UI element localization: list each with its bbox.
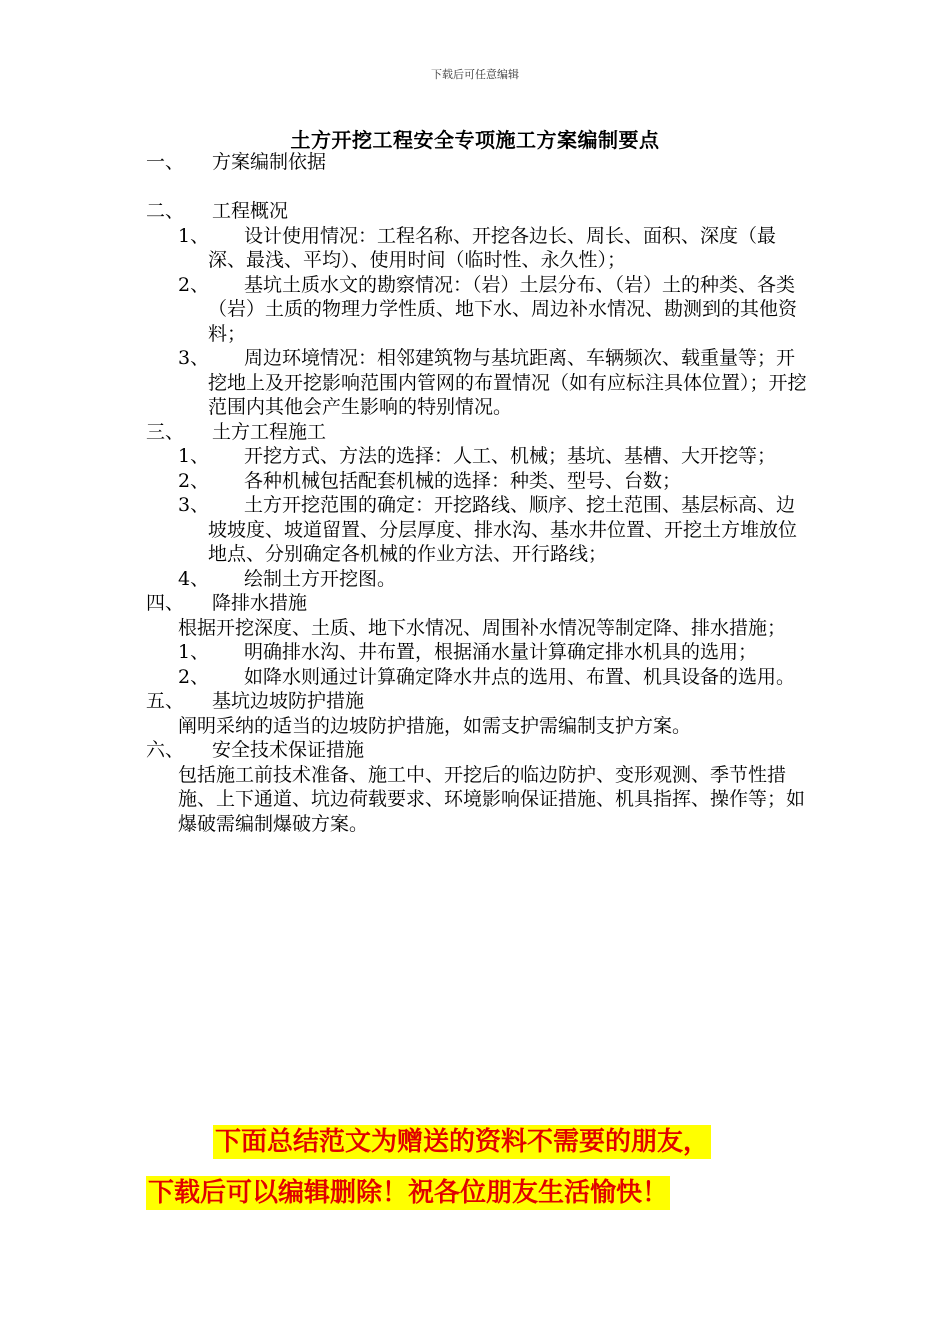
item-text: 土方开挖范围的确定：开挖路线、顺序、挖土范围、基层标高、边坡坡度、坡道留置、分层厚度、排水沟、基水井位置、开挖土方堆放位地点、分别确定各机械的作业方法、开行路线； xyxy=(208,494,798,565)
document-title: 土方开挖工程安全专项施工方案编制要点 xyxy=(290,128,660,152)
item-number: 1、 xyxy=(178,224,210,247)
item-text: 开挖方式、方法的选择：人工、机械；基坑、基槽、大开挖等； xyxy=(244,445,777,467)
item-number: 1、 xyxy=(178,641,210,663)
section-paragraph: 阐明采纳的适当的边坡防护措施，如需支护需编制支护方案。 xyxy=(178,714,692,737)
closing-note-line-1 xyxy=(0,1121,950,1158)
item-number: 3、 xyxy=(178,347,210,369)
item-number: 2、 xyxy=(178,469,210,492)
item-text: 明确排水沟、井布置，根据涌水量计算确定排水机具的选用； xyxy=(244,641,758,663)
page-header: 下载后可任意编辑 xyxy=(431,68,519,81)
section-title: 方案编制依据 xyxy=(212,151,327,173)
section-title: 降排水措施 xyxy=(212,592,308,614)
section-paragraph: 包括施工前技术准备、施工中、开挖后的临边防护、变形观测、季节性措施、上下通道、坑边荷载要求、环境影响保证措施、机具指挥、操作等；如爆破需编制爆破方案。 xyxy=(178,763,806,835)
highlighted-text: 下载后可以编辑删除！祝各位朋友生活愉快！ xyxy=(148,1178,669,1208)
section-number: 一、 xyxy=(146,151,185,173)
item-number: 2、 xyxy=(178,273,210,296)
list-item xyxy=(146,640,810,665)
section-number: 六、 xyxy=(146,739,185,761)
section-title: 土方工程施工 xyxy=(212,420,327,443)
item-number: 1、 xyxy=(178,445,210,467)
list-item xyxy=(146,469,810,494)
section-title: 工程概况 xyxy=(212,200,289,222)
section-heading-1 xyxy=(146,150,810,175)
section-heading-4 xyxy=(146,591,810,616)
item-text: 各种机械包括配套机械的选择：种类、型号、台数； xyxy=(244,469,682,492)
item-text: 如降水则通过计算确定降水井点的选用、布置、机具设备的选用。 xyxy=(244,665,796,688)
section-heading-2 xyxy=(146,199,810,224)
item-number: 2、 xyxy=(178,665,210,688)
list-item xyxy=(146,665,810,690)
section-paragraph: 根据开挖深度、土质、地下水情况、周围补水情况等制定降、排水措施； xyxy=(178,616,787,639)
section-title: 安全技术保证措施 xyxy=(212,739,365,761)
item-number: 3、 xyxy=(178,494,210,516)
section-number: 三、 xyxy=(146,420,185,443)
section-number: 二、 xyxy=(146,200,185,222)
section-heading-3 xyxy=(146,420,810,445)
item-text: 绘制土方开挖图。 xyxy=(244,567,397,590)
list-item xyxy=(146,444,810,469)
closing-note-line-2 xyxy=(0,1172,950,1209)
item-text: 周边环境情况：相邻建筑物与基坑距离、车辆频次、载重量等；开挖地上及开挖影响范围内管网的布置情况（如有应标注具体位置）；开挖范围内其他会产生影响的特别情况。 xyxy=(208,347,807,418)
item-text: 基坑土质水文的勘察情况：（岩）土层分布、（岩）土的种类、各类（岩）土质的物理力学性质、地下水、周边补水情况、勘测到的其他资料； xyxy=(208,273,798,345)
highlighted-text: 下面总结范文为赠送的资料不需要的朋友， xyxy=(215,1127,710,1157)
list-item xyxy=(146,346,810,420)
section-heading-5 xyxy=(146,689,810,714)
list-item xyxy=(146,224,810,273)
list-item xyxy=(146,567,810,592)
section-number: 五、 xyxy=(146,690,185,712)
item-text: 设计使用情况：工程名称、开挖各边长、周长、面积、深度（最深、最浅、平均）、使用时间（临时性、永久性）； xyxy=(208,224,777,271)
list-item xyxy=(146,493,810,567)
section-heading-6 xyxy=(146,738,810,763)
section-title: 基坑边坡防护措施 xyxy=(212,690,365,712)
list-item xyxy=(146,273,810,347)
section-number: 四、 xyxy=(146,592,185,614)
item-number: 4、 xyxy=(178,567,210,590)
document-body xyxy=(146,150,810,836)
